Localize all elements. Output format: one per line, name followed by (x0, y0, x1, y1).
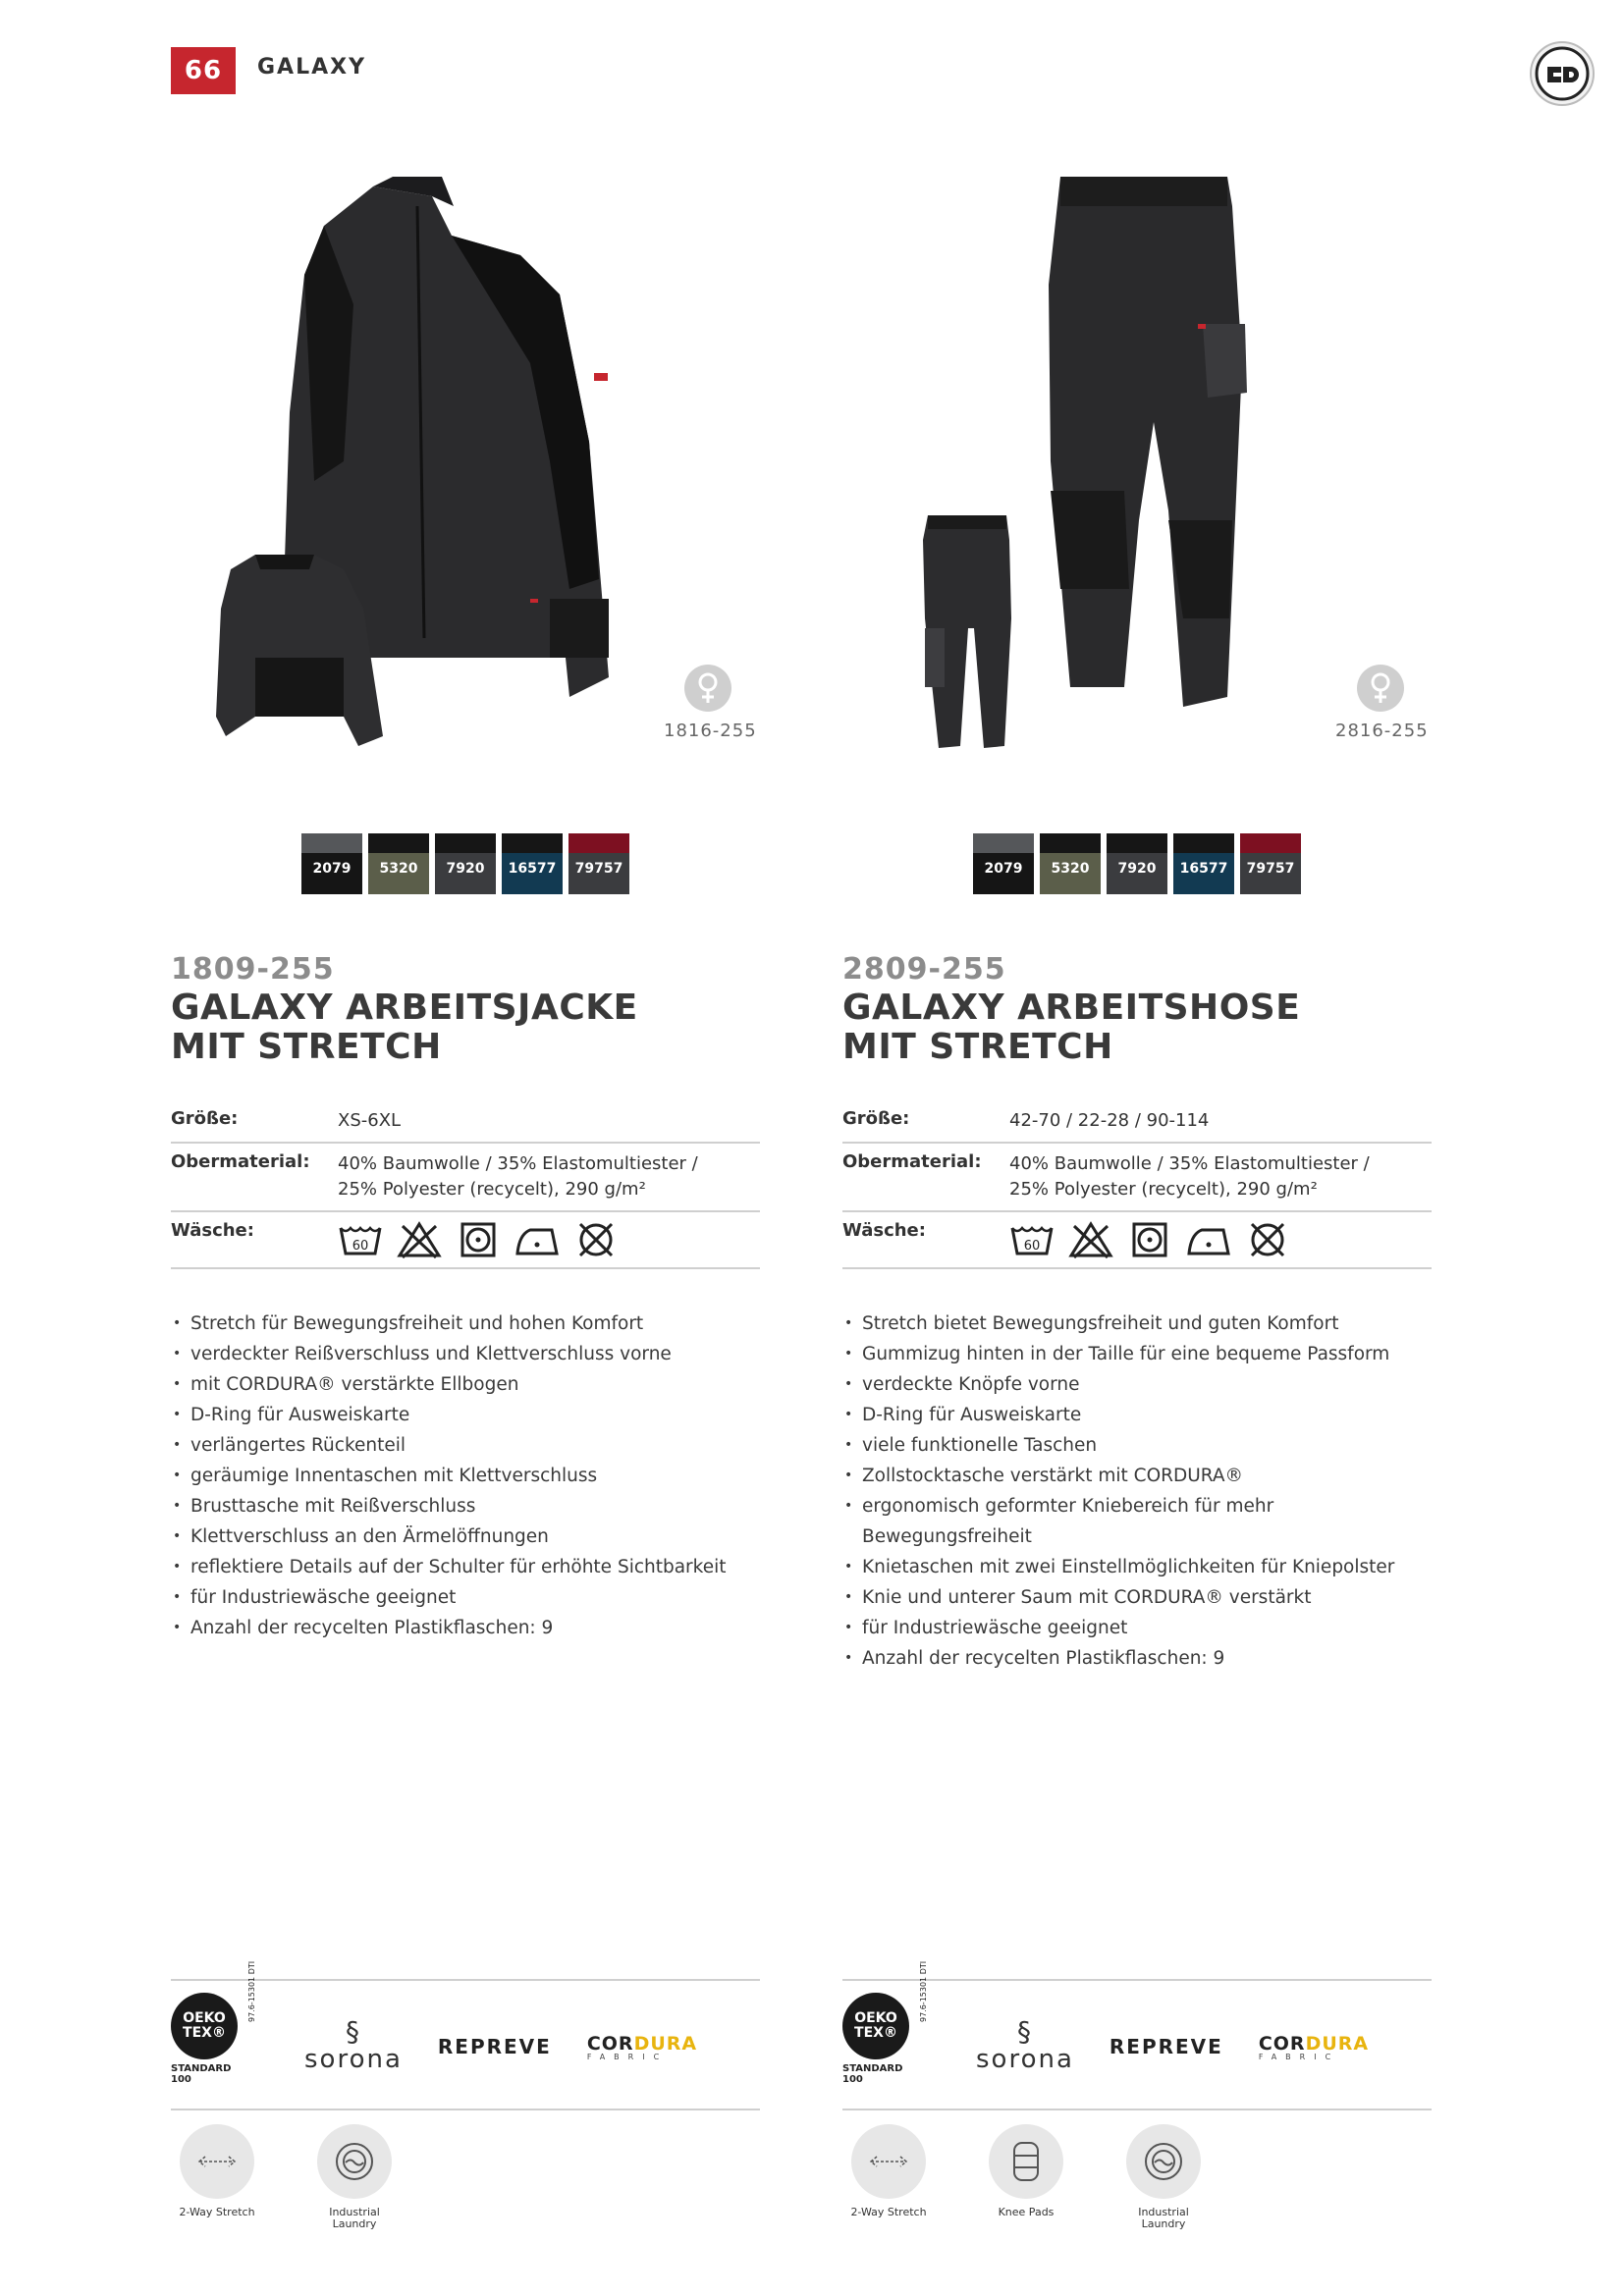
color-swatch (1173, 833, 1234, 894)
spec-label: Wäsche: (842, 1220, 926, 1241)
feature-list (171, 1308, 760, 1643)
swatch-top (502, 833, 563, 853)
laundry-icon (332, 2139, 377, 2184)
wash-60-icon (338, 1220, 383, 1259)
feature-item: • für Industriewäsche geeignet (842, 1613, 1432, 1643)
color-swatches (973, 833, 1301, 894)
swatch-top (1107, 833, 1167, 853)
cordura-logo: CORDURA FABRIC (1258, 2032, 1370, 2061)
oeko-tex-logo (171, 1960, 269, 2101)
feature-item: • Stretch bietet Bewegungsfreiheit und guten Komfort (842, 1308, 1432, 1339)
feature-item: • D-Ring für Ausweiskarte (842, 1400, 1432, 1430)
product-column (171, 952, 760, 1643)
spec-value: 42-70 / 22-28 / 90-114 (1009, 1110, 1210, 1131)
feature-icon-label: 2-Way Stretch (179, 2206, 255, 2218)
spec-label: Größe: (171, 1108, 239, 1129)
no-bleach-icon (1068, 1220, 1113, 1259)
certification-logos (171, 1960, 698, 2101)
feature-icon-item (844, 2124, 933, 2230)
spec-row-material (171, 1144, 760, 1212)
no-bleach-icon (397, 1220, 442, 1259)
feature-icon-circle (851, 2124, 926, 2199)
color-swatch (1040, 833, 1101, 894)
no-dry-clean-icon (1245, 1220, 1290, 1259)
product-name-line1: GALAXY ARBEITSJACKE (171, 988, 638, 1028)
care-symbols (1009, 1220, 1290, 1259)
feature-item: • für Industriewäsche geeignet (171, 1582, 760, 1613)
standard-number: 100 (842, 2074, 863, 2085)
oeko-id: 97.6-15301 DTI (247, 1960, 256, 2022)
wash-60-icon (1009, 1220, 1055, 1259)
oeko-tex-logo (842, 1960, 941, 2101)
feature-icon-label: Industrial (329, 2206, 380, 2218)
no-dry-clean-icon (573, 1220, 619, 1259)
oeko-text: OEKO (183, 2010, 226, 2026)
feature-icon-label-2: Laundry (332, 2217, 377, 2230)
swatch-code: 16577 (1179, 861, 1228, 877)
feature-item: • Knie und unterer Saum mit CORDURA® verstärkt (842, 1582, 1432, 1613)
swatch-code: 5320 (1051, 861, 1090, 877)
product-name (842, 988, 1432, 1067)
female-icon (1356, 664, 1405, 713)
stretch-icon (869, 2152, 908, 2171)
swatch-top (1240, 833, 1301, 853)
oeko-text: OEKO (854, 2010, 897, 2026)
feature-item: • D-Ring für Ausweiskarte (171, 1400, 760, 1430)
feature-item: • Knietaschen mit zwei Einstellmöglichkeiten für Kniepolster (842, 1552, 1432, 1582)
page-number: 66 (184, 56, 223, 85)
divider (171, 2109, 760, 2110)
oeko-standard (842, 2063, 941, 2085)
material-line1: 40% Baumwolle / 35% Elastomultiester / (338, 1153, 698, 1174)
spec-row-wash (171, 1212, 760, 1269)
tumble-dry-icon (456, 1220, 501, 1259)
swatch-top (301, 833, 362, 853)
spec-row-material (842, 1144, 1432, 1212)
swatch-top (435, 833, 496, 853)
feature-item: • ergonomisch geformter Kniebereich für mehr Bewegungsfreiheit (842, 1491, 1432, 1552)
divider (171, 1979, 760, 1981)
trousers-image (903, 167, 1434, 756)
feature-icon-circle (317, 2124, 392, 2199)
feature-list (842, 1308, 1432, 1674)
stretch-icon (197, 2152, 237, 2171)
feature-icon-label: 2-Way Stretch (850, 2206, 927, 2218)
product-code: 1809-255 (171, 952, 335, 987)
feature-item: • Brusttasche mit Reißverschluss (171, 1491, 760, 1522)
section-title: GALAXY (257, 55, 367, 80)
cordura-logo: CORDURA FABRIC (586, 2032, 698, 2061)
color-swatch (368, 833, 429, 894)
laundry-icon (1141, 2139, 1186, 2184)
material-line1: 40% Baumwolle / 35% Elastomultiester / (1009, 1153, 1370, 1174)
divider (842, 1979, 1432, 1981)
repreve-logo: REPREVE (1109, 2035, 1223, 2058)
feature-icon-circle (180, 2124, 254, 2199)
spec-row-size (842, 1100, 1432, 1144)
svg-text:60: 60 (1023, 1239, 1041, 1254)
color-swatches (301, 833, 629, 894)
iron-low-icon (514, 1220, 560, 1259)
feature-icon-circle (989, 2124, 1063, 2199)
spec-table (171, 1100, 760, 1269)
swatch-top (1040, 833, 1101, 853)
feature-icons (844, 2124, 1208, 2230)
standard-number: 100 (171, 2074, 191, 2085)
material-line2: 25% Polyester (recycelt), 290 g/m² (338, 1179, 646, 1200)
feature-item: • Anzahl der recycelten Plastikflaschen: 9 (171, 1613, 760, 1643)
product-code: 2809-255 (842, 952, 1006, 987)
sorona-logo: § sorona (304, 2015, 403, 2074)
feature-item: • reflektiere Details auf der Schulter für erhöhte Sichtbarkeit (171, 1552, 760, 1582)
product-name-line2: MIT STRETCH (842, 1027, 1113, 1067)
spec-label: Obermaterial: (842, 1151, 982, 1172)
oeko-id: 97.6-15301 DTI (919, 1960, 928, 2022)
feature-icon-item (310, 2124, 399, 2230)
female-icon (683, 664, 732, 713)
iron-low-icon (1186, 1220, 1231, 1259)
tex-text: TEX® (183, 2025, 226, 2041)
swatch-code: 7920 (1117, 861, 1157, 877)
feature-item: • viele funktionelle Taschen (842, 1430, 1432, 1461)
spec-label: Obermaterial: (171, 1151, 310, 1172)
tex-text: TEX® (854, 2025, 897, 2041)
feature-item: • verlängertes Rückenteil (171, 1430, 760, 1461)
feature-icon-label: Knee Pads (998, 2206, 1055, 2218)
swatch-top (1173, 833, 1234, 853)
feature-item: • mit CORDURA® verstärkte Ellbogen (171, 1369, 760, 1400)
standard-text: STANDARD (171, 2063, 232, 2074)
standard-text: STANDARD (842, 2063, 903, 2074)
feature-item: • verdeckter Reißverschluss und Klettverschluss vorne (171, 1339, 760, 1369)
swatch-top (973, 833, 1034, 853)
care-symbols (338, 1220, 619, 1259)
product-name (171, 988, 760, 1067)
alt-product-code: 1816-255 (664, 721, 757, 741)
swatch-code: 7920 (446, 861, 485, 877)
certification-logos (842, 1960, 1370, 2101)
feature-icon-label: Industrial (1138, 2206, 1189, 2218)
spec-row-wash (842, 1212, 1432, 1269)
spec-table (842, 1100, 1432, 1269)
swatch-top (368, 833, 429, 853)
feature-item: • geräumige Innentaschen mit Klettverschluss (171, 1461, 760, 1491)
spec-value: XS-6XL (338, 1110, 402, 1131)
svg-text:60: 60 (352, 1239, 369, 1254)
product-name-line2: MIT STRETCH (171, 1027, 442, 1067)
alt-product-code: 2816-255 (1335, 721, 1429, 741)
brand-logo (1528, 39, 1597, 108)
feature-item: • Gummizug hinten in der Taille für eine bequeme Passform (842, 1339, 1432, 1369)
color-swatch (301, 833, 362, 894)
swatch-top (568, 833, 629, 853)
feature-icon-item (173, 2124, 261, 2230)
color-swatch (973, 833, 1034, 894)
color-swatch (502, 833, 563, 894)
feature-item: • Zollstocktasche verstärkt mit CORDURA® (842, 1461, 1432, 1491)
page-number-badge (171, 47, 236, 94)
oeko-disc (842, 1993, 909, 2059)
feature-item: • Klettverschluss an den Ärmelöffnungen (171, 1522, 760, 1552)
feature-icon-item (982, 2124, 1070, 2230)
swatch-code: 2079 (984, 861, 1023, 877)
spec-value (1009, 1151, 1370, 1202)
feature-icon-item (1119, 2124, 1208, 2230)
feature-item: • Stretch für Bewegungsfreiheit und hohen Komfort (171, 1308, 760, 1339)
swatch-code: 5320 (379, 861, 418, 877)
color-swatch (435, 833, 496, 894)
repreve-logo: REPREVE (437, 2035, 552, 2058)
spec-value (338, 1151, 698, 1202)
spec-row-size (171, 1100, 760, 1144)
spec-label: Größe: (842, 1108, 910, 1129)
feature-icon-label-2: Laundry (1141, 2217, 1186, 2230)
feature-item: • verdeckte Knöpfe vorne (842, 1369, 1432, 1400)
swatch-code: 79757 (574, 861, 623, 877)
product-name-line1: GALAXY ARBEITSHOSE (842, 988, 1301, 1028)
swatch-code: 79757 (1246, 861, 1295, 877)
knee-pad-icon (1009, 2140, 1043, 2183)
feature-icons (173, 2124, 399, 2230)
color-swatch (1240, 833, 1301, 894)
color-swatch (1107, 833, 1167, 894)
material-line2: 25% Polyester (recycelt), 290 g/m² (1009, 1179, 1318, 1200)
feature-icon-circle (1126, 2124, 1201, 2199)
tumble-dry-icon (1127, 1220, 1172, 1259)
divider (842, 2109, 1432, 2110)
jacket-image (196, 167, 727, 756)
product-column (842, 952, 1432, 1674)
swatch-code: 16577 (508, 861, 557, 877)
feature-item: • Anzahl der recycelten Plastikflaschen: 9 (842, 1643, 1432, 1674)
oeko-standard (171, 2063, 269, 2085)
spec-label: Wäsche: (171, 1220, 254, 1241)
oeko-disc (171, 1993, 238, 2059)
color-swatch (568, 833, 629, 894)
swatch-code: 2079 (312, 861, 352, 877)
sorona-logo: § sorona (976, 2015, 1074, 2074)
